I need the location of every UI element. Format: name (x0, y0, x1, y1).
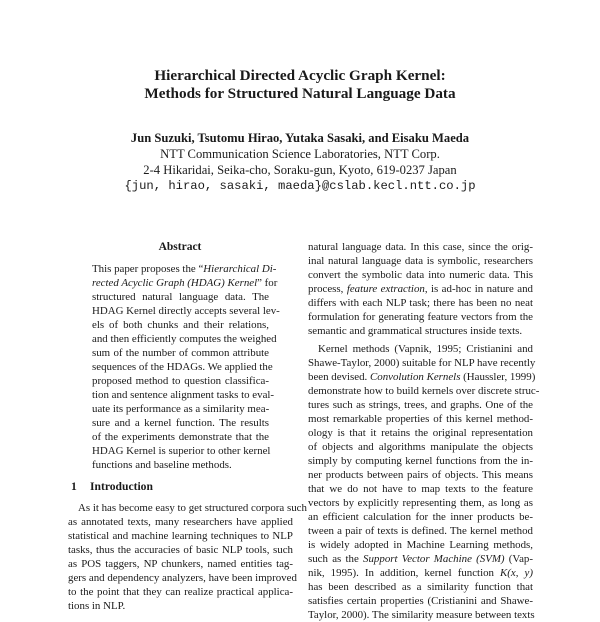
text-line (92, 304, 280, 318)
text-run: most remarkable properties of this kernel method- (308, 413, 533, 425)
text-line (308, 426, 533, 440)
text-run: demonstrate how to build kernels over discrete struc- (308, 385, 540, 397)
text-run: , is ad-hoc in nature and (424, 283, 533, 295)
text-line (308, 608, 533, 622)
text-run: (Haussler, 1999) (460, 371, 536, 383)
text-run: vectors by explicitly representing them, as long as (308, 497, 533, 509)
text-line (308, 510, 533, 524)
text-line (308, 524, 533, 538)
text-line (308, 268, 533, 282)
section-number: 1 (71, 480, 77, 493)
text-line (92, 332, 277, 346)
text-line (308, 412, 533, 426)
text-run: functions and baseline methods. (92, 459, 232, 471)
text-run: an efficient calculation for the inner products be- (308, 511, 533, 523)
text-run: has been described as a similarity function that (308, 581, 533, 593)
text-line (92, 346, 269, 360)
text-line (308, 454, 533, 468)
emphasized-text: Support Vector Machine (SVM) (363, 553, 505, 565)
section-heading-introduction (71, 480, 153, 493)
text-line (92, 402, 269, 416)
text-run: of the experiments demonstrate that the (92, 431, 269, 443)
emphasized-text: Hierarchical Di- (203, 263, 277, 275)
right-column (308, 240, 540, 622)
text-line (308, 370, 536, 384)
section-title: Introduction (90, 480, 153, 493)
text-run: uate its performance as a similarity mea- (92, 403, 270, 415)
text-run: els of both chunks and their relations, (92, 319, 269, 331)
text-run: sequences of the HDAGs. We applied the (92, 361, 273, 373)
text-line (92, 388, 275, 402)
text-run: that we do not have to map texts to the feature (308, 483, 533, 495)
text-line (92, 444, 269, 458)
text-line (308, 538, 533, 552)
text-run: inal natural language data is symbolic, researchers (308, 255, 533, 267)
text-run: sure and a kernel function. The results (92, 417, 269, 429)
text-run: natural language data. In this case, since the orig- (308, 241, 533, 253)
text-run: Kernel methods (Vapnik, 1995; Cristianini and (318, 343, 533, 355)
text-line (308, 552, 533, 566)
text-line: to the point that they can realize practical applica- (68, 586, 293, 598)
paragraph (308, 342, 540, 622)
text-run: formulation for generating feature vectors from the (308, 311, 533, 323)
text-run: semantic and grammatical structures inside texts. (308, 325, 523, 337)
text-run: HDAG Kernel directly accepts several lev- (92, 305, 280, 317)
text-line: as POS taggers, NP chunkers, named entities tag- (68, 558, 293, 570)
text-run: structured natural language data. The (92, 291, 269, 303)
introduction-body (68, 501, 307, 613)
text-line (308, 566, 533, 580)
text-line (308, 398, 533, 412)
text-line: statistical and machine learning techniques to NLP (68, 530, 293, 542)
text-run: differs with each NLP task; there has been no neat (308, 297, 533, 309)
text-run: of objects and algorithms manipulate the objects (308, 441, 533, 453)
text-run: been devised. (308, 371, 370, 383)
text-line (308, 356, 536, 370)
text-line: tions in NLP. (68, 600, 126, 612)
text-run: HDAG Kernel is superior to other kernel (92, 445, 271, 457)
text-run: such as the (308, 553, 364, 565)
title-line: Methods for Structured Natural Language Data (144, 85, 456, 102)
text-run: This paper proposes the “ (92, 263, 204, 275)
paper-title (0, 67, 600, 103)
text-line (308, 468, 533, 482)
emphasized-text: K(x, y) (500, 567, 533, 579)
abstract-heading: Abstract (158, 241, 202, 253)
text-line (92, 374, 269, 388)
text-line (308, 496, 533, 510)
text-line (308, 580, 533, 594)
text-line: As it has become easy to get structured corpora such (78, 502, 307, 514)
text-line: as annotated texts, many researchers have applied (68, 516, 293, 528)
text-run: tures such as strings, trees, and graphs. One of the (308, 399, 533, 411)
text-run: and then efficiently computes the weighed (92, 333, 277, 345)
author-names: Jun Suzuki, Tsutomu Hirao, Yutaka Sasaki, and Eisaku Maeda (130, 131, 470, 145)
text-run: satisfies certain properties (Cristianini and Shawe- (308, 595, 533, 607)
address: 2-4 Hikaridai, Seika-cho, Soraku-gun, Kyoto, 619-0237 Japan (143, 163, 457, 177)
text-run: sum of the number of common attribute (92, 347, 269, 359)
text-line (308, 282, 533, 296)
text-run: nik, 1995). In addition, kernel function (308, 567, 501, 579)
text-run: (Vap- (504, 553, 533, 565)
text-line (308, 296, 533, 310)
affiliation: NTT Communication Science Laboratories, NTT Corp. (160, 147, 440, 161)
text-run: Taylor, 2000). The similarity measure between texts (308, 609, 535, 621)
text-line (92, 262, 277, 276)
text-line: tasks, thus the accuracies of basic NLP tools, such (68, 544, 293, 556)
text-line (308, 440, 533, 454)
title-line: Hierarchical Directed Acyclic Graph Kernel: (154, 67, 446, 84)
text-run: tween a pair of texts is defined. The kernel method (308, 525, 533, 537)
text-run: ner products between pairs of objects. This means (308, 469, 533, 481)
emphasized-text: rected Acyclic Graph (HDAG) Kernel (92, 277, 258, 289)
text-line (308, 482, 533, 496)
text-line (308, 254, 533, 268)
text-line (308, 310, 533, 324)
text-run: process, (308, 283, 347, 295)
text-line (308, 594, 533, 608)
emphasized-text: Convolution Kernels (370, 371, 461, 383)
abstract-body (92, 262, 280, 472)
text-run: simply by computing kernel functions from the in- (308, 455, 533, 467)
text-run: proposed method to question classifica- (92, 375, 269, 387)
text-run: tion and sentence alignment tasks to eval- (92, 389, 275, 401)
text-run: is widely adopted in Machine Learning methods, (308, 539, 533, 551)
emphasized-text: feature extraction (346, 283, 425, 295)
text-line (92, 360, 273, 374)
text-line (92, 276, 278, 290)
text-line (92, 416, 269, 430)
author-block (0, 130, 600, 194)
text-line (92, 430, 269, 444)
text-line (308, 324, 533, 338)
paragraph (308, 240, 533, 338)
text-line (308, 240, 533, 254)
text-line: gers and dependency analyzers, have been improved (68, 572, 297, 584)
text-run: ” for (257, 277, 278, 289)
text-line (308, 342, 533, 356)
text-run: convert the symbolic data into numeric data. This (308, 269, 533, 281)
text-line (92, 318, 269, 332)
text-run: Shawe-Taylor, 2000) suitable for NLP have recently (308, 357, 536, 369)
text-line (308, 384, 540, 398)
text-line (92, 290, 269, 304)
author-emails: {jun, hirao, sasaki, maeda}@cslab.kecl.ntt.co.jp (124, 179, 476, 193)
text-run: ology is that it retains the original representation (308, 427, 533, 439)
text-line (92, 458, 269, 472)
